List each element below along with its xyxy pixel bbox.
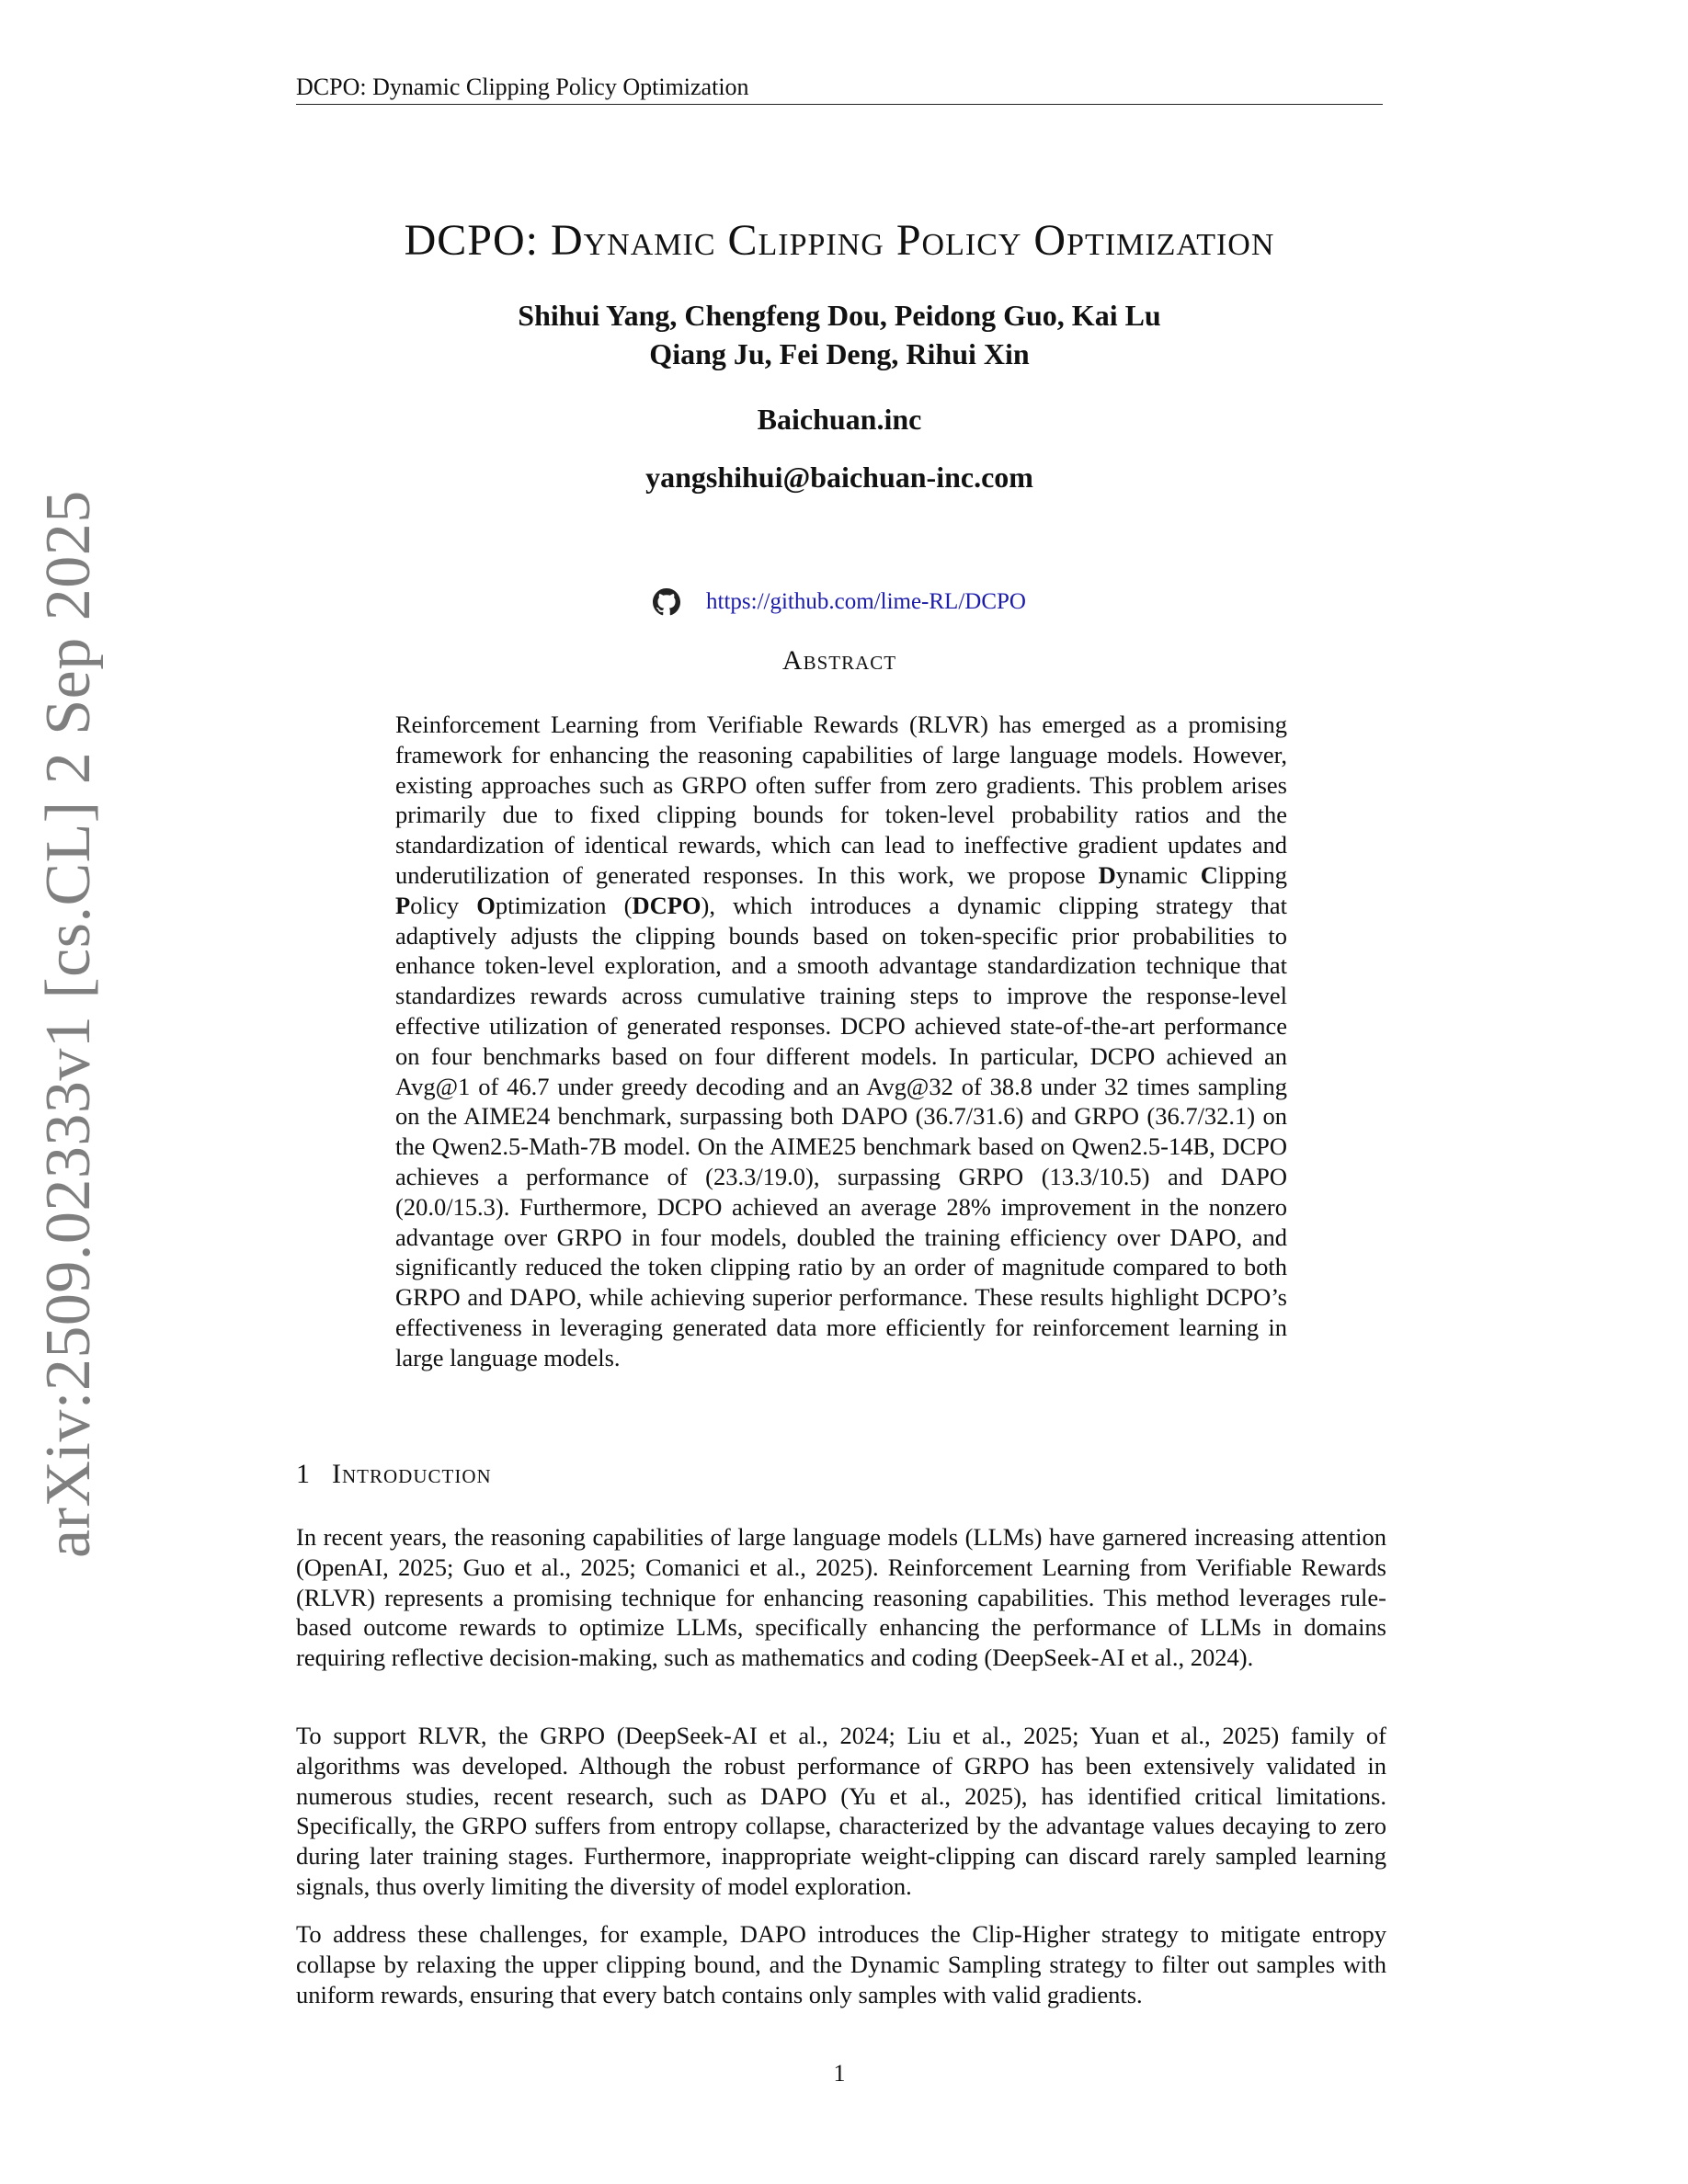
method-name-letter-c: C — [1200, 860, 1218, 889]
contact-email: yangshihui@baichuan-inc.com — [645, 461, 1033, 494]
method-acronym: DCPO — [632, 891, 701, 919]
repository-link-line — [296, 588, 1383, 616]
github-icon[interactable] — [653, 588, 680, 616]
introduction-heading — [296, 1457, 1383, 1492]
abstract-heading: Abstract — [781, 645, 897, 676]
author-list — [296, 296, 1383, 373]
author-line-1: Shihui Yang, Chengfeng Dou, Peidong Guo, Kai Lu — [518, 299, 1161, 332]
introduction-paragraph-3: To address these challenges, for example, DAPO introduces the Clip-Higher strategy to mitigate entropy collapse by relaxing the upper clipping bound, and the Dynamic Sampling strategy to filter out samples with uniform rewards, ensuring that every batch contains only samples with valid gradients. — [296, 1920, 1386, 2008]
running-header: DCPO: Dynamic Clipping Policy Optimization — [296, 72, 1383, 105]
github-repo-link[interactable]: https://github.com/lime-RL/DCPO — [706, 589, 1026, 614]
method-name-word-2: lipping — [1217, 860, 1288, 889]
method-name-word-1: ynamic — [1115, 860, 1201, 889]
abstract-text-part-2: ), which introduces a dynamic clipping strategy that adaptively adjusts the clipping bounds based on token-specific prior probabilities to enhance token-level exploration, and a smooth advantage standardization technique that standardizes rewards across cumulative training steps to improve the response-level effective utilization of generated responses. DCPO achieved state-of-the-art performance on four benchmarks based on four different models. In particular, DCPO achieved an Avg@1 of 46.7 under greedy decoding and an Avg@32 of 38.8 under 32 times sampling on the AIME24 benchmark, surpassing both DAPO (36.7/31.6) and GRPO (36.7/32.1) on the Qwen2.5-Math-7B model. On the AIME25 benchmark based on Qwen2.5-14B, DCPO achieves a performance of (23.3/19.0), surpassing GRPO (13.3/10.5) and DAPO (20.0/15.3). Furthermore, DCPO achieved an average 28% improvement in the nonzero advantage over GRPO in four models, doubled the training efficiency over DAPO, and significantly reduced the token clipping ratio by an order of magnitude compared to both GRPO and DAPO, while achieving superior performance. These results highlight DCPO’s effectiveness in leveraging generated data more efficiently for reinforcement learning in large language models. — [395, 891, 1287, 1371]
page-number: 1 — [833, 2060, 846, 2087]
introduction-paragraph-2: To support RLVR, the GRPO (DeepSeek-AI et al., 2024; Liu et al., 2025; Yuan et al., 2025) family of algorithms was developed. Although the robust performance of GRPO has been extensively validated in numerous studies, recent research, such as DAPO (Yu et al., 2025), has identified critical limitations. Specifically, the GRPO suffers from entropy collapse, characterized by the advantage values decaying to zero during later training stages. Furthermore, inappropriate weight-clipping can discard rarely sampled learning signals, thus overly limiting the diversity of model exploration. — [296, 1722, 1386, 1900]
abstract-text — [395, 710, 1287, 1373]
method-name-letter-o: O — [476, 891, 496, 919]
introduction-paragraph-1: In recent years, the reasoning capabilities of large language models (LLMs) have garnered increasing attention (OpenAI, 2025; Guo et al., 2025; Comanici et al., 2025). Reinforcement Learning from Verifiable Rewards (RLVR) represents a promising technique for enhancing reasoning capabilities. This method leverages rule-based outcome rewards to optimize LLMs, specifically enhancing the performance of LLMs in domains requiring reflective decision-making, such as mathematics and coding (DeepSeek-AI et al., 2024). — [296, 1523, 1386, 1672]
affiliation: Baichuan.inc — [757, 403, 922, 436]
method-name-word-3: olicy — [410, 891, 477, 919]
section-number: 1 — [296, 1459, 310, 1489]
method-name-word-4: ptimization ( — [495, 891, 633, 919]
method-name-letter-p: P — [395, 891, 411, 919]
paper-title: DCPO: Dynamic Clipping Policy Optimization — [404, 216, 1275, 265]
section-title: Introduction — [332, 1459, 492, 1489]
method-name-letter-d: D — [1098, 860, 1116, 889]
author-line-2: Qiang Ju, Fei Deng, Rihui Xin — [649, 337, 1030, 370]
arxiv-identifier-stamp: arXiv:2509.02333v1 [cs.CL] 2 Sep 2025 — [33, 490, 104, 1558]
abstract-text-part-1: Reinforcement Learning from Verifiable Rewards (RLVR) has emerged as a promising framework for enhancing the reasoning capabilities of large language models. However, existing approaches such as GRPO often suffer from zero gradients. This problem arises primarily due to fixed clipping bounds for token-level probability ratios and the standardization of identical rewards, which can lead to ineffective gradient updates and underutilization of generated responses. In this work, we propose — [395, 711, 1287, 889]
